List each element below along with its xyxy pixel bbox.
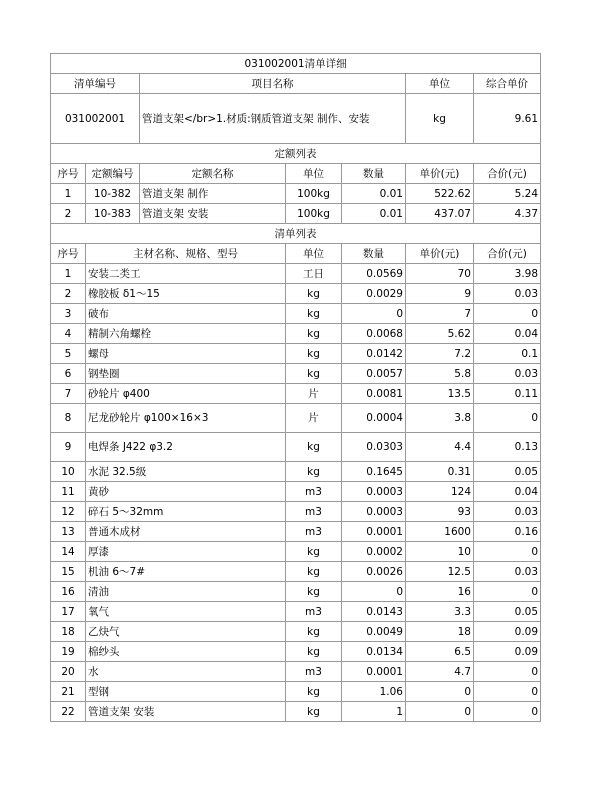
- material-unit: kg: [286, 542, 342, 562]
- material-price: 70: [406, 264, 474, 284]
- material-name: 钢垫圈: [86, 364, 286, 384]
- material-name: 安装二类工: [86, 264, 286, 284]
- material-price: 16: [406, 582, 474, 602]
- material-row: [51, 462, 541, 482]
- material-total: 0.04: [474, 482, 541, 502]
- material-price: 6.5: [406, 642, 474, 662]
- material-row: [51, 384, 541, 404]
- materials-col-price: 单价(元): [406, 244, 474, 264]
- material-unit: kg: [286, 682, 342, 702]
- material-no: 12: [51, 502, 86, 522]
- material-row: [51, 682, 541, 702]
- item-row: [51, 94, 541, 144]
- quota-no: 1: [51, 184, 86, 204]
- material-no: 22: [51, 702, 86, 722]
- material-unit: 片: [286, 404, 342, 433]
- quota-code: 10-382: [86, 184, 140, 204]
- quota-row: [51, 204, 541, 224]
- material-total: 0: [474, 682, 541, 702]
- material-price: 124: [406, 482, 474, 502]
- material-name: 清油: [86, 582, 286, 602]
- material-no: 9: [51, 433, 86, 462]
- material-row: [51, 364, 541, 384]
- material-price: 0: [406, 702, 474, 722]
- material-total: 0.13: [474, 433, 541, 462]
- material-qty: 0: [342, 582, 406, 602]
- quota-col-unit: 单位: [286, 164, 342, 184]
- material-row: [51, 502, 541, 522]
- materials-col-name: 主材名称、规格、型号: [86, 244, 286, 264]
- materials-col-no: 序号: [51, 244, 86, 264]
- material-price: 5.62: [406, 324, 474, 344]
- material-price: 18: [406, 622, 474, 642]
- quota-row: [51, 184, 541, 204]
- material-no: 16: [51, 582, 86, 602]
- material-price: 3.3: [406, 602, 474, 622]
- material-price: 12.5: [406, 562, 474, 582]
- material-price: 4.7: [406, 662, 474, 682]
- material-total: 0: [474, 662, 541, 682]
- material-price: 0.31: [406, 462, 474, 482]
- material-row: [51, 264, 541, 284]
- material-no: 19: [51, 642, 86, 662]
- quota-col-price: 单价(元): [406, 164, 474, 184]
- material-total: 0.16: [474, 522, 541, 542]
- material-qty: 0.1645: [342, 462, 406, 482]
- material-qty: 0.0142: [342, 344, 406, 364]
- material-no: 14: [51, 542, 86, 562]
- item-unit: kg: [406, 94, 474, 144]
- material-row: [51, 542, 541, 562]
- quota-total: 5.24: [474, 184, 541, 204]
- material-total: 0.1: [474, 344, 541, 364]
- material-price: 93: [406, 502, 474, 522]
- material-qty: 0.0569: [342, 264, 406, 284]
- material-name: 破布: [86, 304, 286, 324]
- material-qty: 0.0057: [342, 364, 406, 384]
- material-no: 17: [51, 602, 86, 622]
- table-body: [51, 54, 541, 722]
- material-qty: 0.0029: [342, 284, 406, 304]
- material-qty: 0.0003: [342, 502, 406, 522]
- materials-col-qty: 数量: [342, 244, 406, 264]
- item-price: 9.61: [474, 94, 541, 144]
- material-unit: kg: [286, 364, 342, 384]
- material-row: [51, 622, 541, 642]
- material-price: 5.8: [406, 364, 474, 384]
- material-name: 机油 6～7#: [86, 562, 286, 582]
- material-row: [51, 602, 541, 622]
- material-unit: 工日: [286, 264, 342, 284]
- material-qty: 0.0001: [342, 662, 406, 682]
- materials-header-row: [51, 244, 541, 264]
- material-unit: kg: [286, 622, 342, 642]
- material-price: 13.5: [406, 384, 474, 404]
- quota-total: 4.37: [474, 204, 541, 224]
- material-no: 13: [51, 522, 86, 542]
- material-unit: kg: [286, 582, 342, 602]
- material-no: 2: [51, 284, 86, 304]
- material-no: 11: [51, 482, 86, 502]
- material-total: 0: [474, 404, 541, 433]
- material-row: [51, 482, 541, 502]
- material-name: 厚漆: [86, 542, 286, 562]
- material-total: 0.04: [474, 324, 541, 344]
- materials-col-total: 合价(元): [474, 244, 541, 264]
- quota-no: 2: [51, 204, 86, 224]
- quota-name: 管道支架 制作: [140, 184, 286, 204]
- material-qty: 0.0068: [342, 324, 406, 344]
- quota-price: 437.07: [406, 204, 474, 224]
- material-unit: kg: [286, 642, 342, 662]
- material-no: 6: [51, 364, 86, 384]
- material-name: 黄砂: [86, 482, 286, 502]
- price-header: 综合单价: [474, 74, 541, 94]
- material-qty: 0.0003: [342, 482, 406, 502]
- material-total: 0: [474, 582, 541, 602]
- material-name: 砂轮片 φ400: [86, 384, 286, 404]
- detail-table: [50, 53, 541, 722]
- quota-col-qty: 数量: [342, 164, 406, 184]
- material-unit: m3: [286, 662, 342, 682]
- material-total: 0.03: [474, 284, 541, 304]
- material-no: 5: [51, 344, 86, 364]
- material-qty: 0.0004: [342, 404, 406, 433]
- material-row: [51, 582, 541, 602]
- material-qty: 0.0081: [342, 384, 406, 404]
- material-name: 水泥 32.5级: [86, 462, 286, 482]
- quota-qty: 0.01: [342, 204, 406, 224]
- material-unit: kg: [286, 324, 342, 344]
- material-row: [51, 324, 541, 344]
- page-title: 031002001清单详细: [51, 54, 541, 74]
- quota-header-row: [51, 164, 541, 184]
- quota-section-row: [51, 144, 541, 164]
- material-row: [51, 344, 541, 364]
- material-name: 棉纱头: [86, 642, 286, 662]
- material-unit: kg: [286, 344, 342, 364]
- material-total: 0: [474, 702, 541, 722]
- quota-price: 522.62: [406, 184, 474, 204]
- quota-code: 10-383: [86, 204, 140, 224]
- material-total: 0: [474, 542, 541, 562]
- material-total: 0.11: [474, 384, 541, 404]
- material-unit: m3: [286, 522, 342, 542]
- material-name: 水: [86, 662, 286, 682]
- material-row: [51, 433, 541, 462]
- material-no: 7: [51, 384, 86, 404]
- material-row: [51, 284, 541, 304]
- material-total: 0: [474, 304, 541, 324]
- material-no: 1: [51, 264, 86, 284]
- material-total: 0.09: [474, 642, 541, 662]
- item-code: 031002001: [51, 94, 140, 144]
- materials-col-unit: 单位: [286, 244, 342, 264]
- quota-unit: 100kg: [286, 204, 342, 224]
- material-unit: kg: [286, 702, 342, 722]
- material-total: 3.98: [474, 264, 541, 284]
- material-total: 0.03: [474, 562, 541, 582]
- material-row: [51, 404, 541, 433]
- material-qty: 1.06: [342, 682, 406, 702]
- material-unit: m3: [286, 502, 342, 522]
- material-no: 15: [51, 562, 86, 582]
- material-qty: 1: [342, 702, 406, 722]
- material-row: [51, 562, 541, 582]
- material-qty: 0.0002: [342, 542, 406, 562]
- material-row: [51, 304, 541, 324]
- material-name: 尼龙砂轮片 φ100×16×3: [86, 404, 286, 433]
- material-name: 螺母: [86, 344, 286, 364]
- material-price: 9: [406, 284, 474, 304]
- material-no: 20: [51, 662, 86, 682]
- code-header: 清单编号: [51, 74, 140, 94]
- material-name: 氧气: [86, 602, 286, 622]
- quota-col-name: 定额名称: [140, 164, 286, 184]
- material-name: 橡胶板 δ1～15: [86, 284, 286, 304]
- material-unit: kg: [286, 304, 342, 324]
- quota-col-no: 序号: [51, 164, 86, 184]
- quota-section-title: 定额列表: [51, 144, 541, 164]
- material-price: 10: [406, 542, 474, 562]
- material-qty: 0.0026: [342, 562, 406, 582]
- material-total: 0.05: [474, 602, 541, 622]
- material-row: [51, 642, 541, 662]
- material-qty: 0.0143: [342, 602, 406, 622]
- material-no: 3: [51, 304, 86, 324]
- material-name: 乙炔气: [86, 622, 286, 642]
- item-header-row: [51, 74, 541, 94]
- material-price: 0: [406, 682, 474, 702]
- material-no: 8: [51, 404, 86, 433]
- material-unit: 片: [286, 384, 342, 404]
- unit-header: 单位: [406, 74, 474, 94]
- material-name: 管道支架 安装: [86, 702, 286, 722]
- material-price: 7.2: [406, 344, 474, 364]
- material-price: 1600: [406, 522, 474, 542]
- material-row: [51, 702, 541, 722]
- material-price: 4.4: [406, 433, 474, 462]
- material-row: [51, 522, 541, 542]
- material-price: 3.8: [406, 404, 474, 433]
- material-unit: m3: [286, 482, 342, 502]
- material-unit: kg: [286, 284, 342, 304]
- material-total: 0.03: [474, 364, 541, 384]
- material-name: 电焊条 J422 φ3.2: [86, 433, 286, 462]
- material-price: 7: [406, 304, 474, 324]
- quota-col-code: 定额编号: [86, 164, 140, 184]
- material-qty: 0.0049: [342, 622, 406, 642]
- material-total: 0.09: [474, 622, 541, 642]
- materials-section-title: 清单列表: [51, 224, 541, 244]
- material-no: 4: [51, 324, 86, 344]
- quota-unit: 100kg: [286, 184, 342, 204]
- material-name: 型钢: [86, 682, 286, 702]
- title-row: [51, 54, 541, 74]
- material-unit: kg: [286, 462, 342, 482]
- material-no: 10: [51, 462, 86, 482]
- material-qty: 0.0134: [342, 642, 406, 662]
- quota-col-total: 合价(元): [474, 164, 541, 184]
- material-total: 0.05: [474, 462, 541, 482]
- material-name: 精制六角螺栓: [86, 324, 286, 344]
- material-qty: 0.0303: [342, 433, 406, 462]
- material-qty: 0.0001: [342, 522, 406, 542]
- material-qty: 0: [342, 304, 406, 324]
- material-total: 0.03: [474, 502, 541, 522]
- item-name: 管道支架</br>1.材质:钢质管道支架 制作、安装: [140, 94, 406, 144]
- material-no: 21: [51, 682, 86, 702]
- quota-qty: 0.01: [342, 184, 406, 204]
- material-name: 碎石 5～32mm: [86, 502, 286, 522]
- material-row: [51, 662, 541, 682]
- quota-name: 管道支架 安装: [140, 204, 286, 224]
- name-header: 项目名称: [140, 74, 406, 94]
- material-unit: kg: [286, 562, 342, 582]
- material-name: 普通木成材: [86, 522, 286, 542]
- materials-section-row: [51, 224, 541, 244]
- material-no: 18: [51, 622, 86, 642]
- material-unit: kg: [286, 433, 342, 462]
- material-unit: m3: [286, 602, 342, 622]
